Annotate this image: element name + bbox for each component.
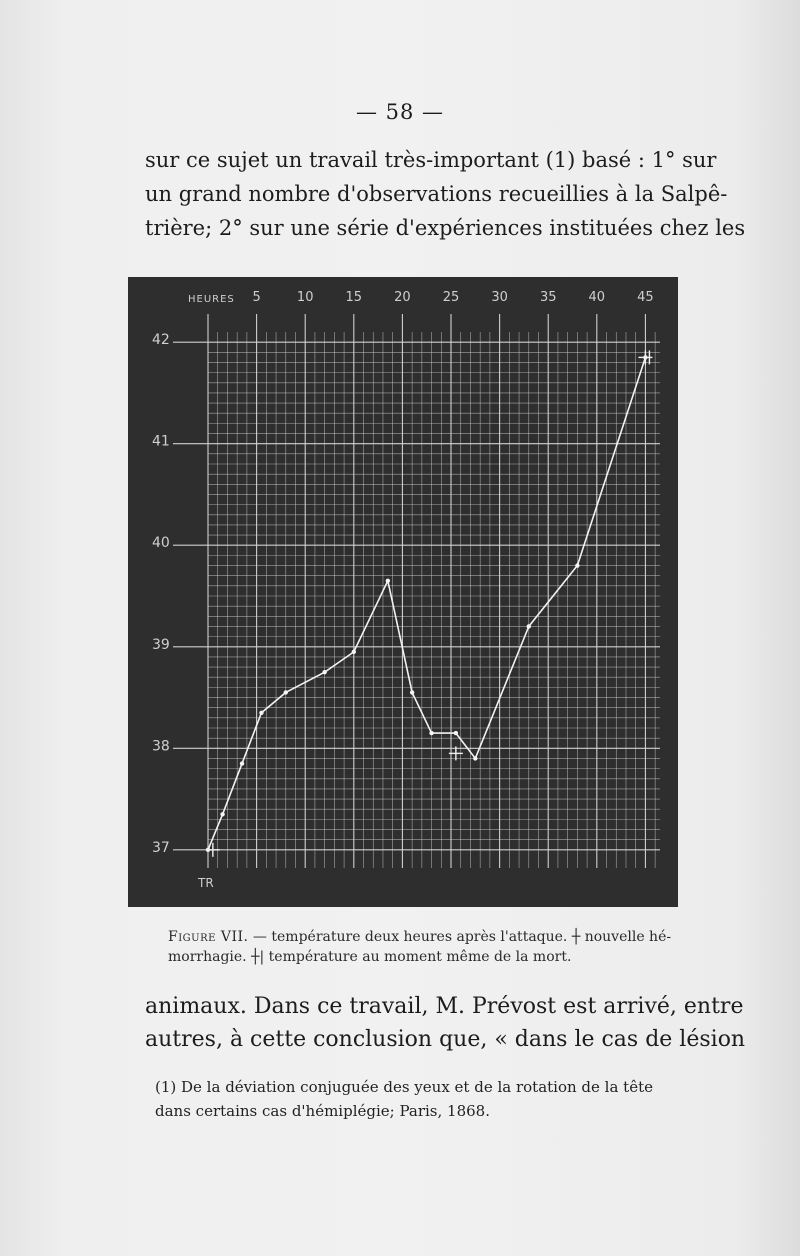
data-point <box>259 711 263 715</box>
y-tick-label: 39 <box>152 636 170 653</box>
y-tick-label: 38 <box>152 738 170 755</box>
footnote-line: dans certains cas d'hémiplégie; Paris, 1868. <box>155 1102 490 1120</box>
data-point <box>454 731 458 735</box>
data-point <box>240 761 244 765</box>
data-point <box>410 690 414 694</box>
caption-text: — température deux heures après l'attaque. ┼ nouvelle hé- <box>248 929 672 945</box>
x-tick-label: 20 <box>394 290 411 305</box>
paragraph-line: trière; 2° sur une série d'expériences instituées chez les <box>145 216 746 240</box>
x-tick-label: 25 <box>442 290 460 305</box>
footnote-line: (1) De la déviation conjuguée des yeux et de la rotation de la tête <box>155 1078 653 1096</box>
data-point <box>322 670 326 674</box>
footnote <box>155 1075 675 1123</box>
y-tick-label: 41 <box>152 433 170 450</box>
x-tick-label: 15 <box>345 290 363 305</box>
chart-canvas <box>128 277 678 907</box>
paragraph-line: un grand nombre d'observations recueillies à la Salpê- <box>145 182 728 206</box>
paragraph-bottom <box>145 990 746 1056</box>
data-point <box>527 624 531 628</box>
paragraph-top <box>145 143 746 245</box>
y-tick-label: 40 <box>152 535 170 552</box>
caption-text-2: morrhagie. ┼| température au moment même de la mort. <box>168 949 572 965</box>
paragraph-line: animaux. Dans ce travail, M. Prévost est arrivé, entre <box>145 994 744 1019</box>
temperature-line <box>208 357 645 849</box>
x-tick-label: 10 <box>296 290 314 305</box>
figure-caption <box>168 927 678 967</box>
x-tick-label: 35 <box>539 290 557 305</box>
data-point <box>386 579 390 583</box>
data-point <box>575 563 579 567</box>
x-tick-label: 5 <box>252 290 261 305</box>
page-number: — 58 — <box>355 100 445 124</box>
data-point <box>473 756 477 760</box>
data-point <box>284 690 288 694</box>
y-tick-label: 42 <box>152 332 170 349</box>
x-tick-label: 45 <box>637 290 654 305</box>
tr-label: TR <box>198 876 214 890</box>
caption-label: Figure VII. <box>168 929 249 945</box>
data-point <box>429 731 433 735</box>
x-tick-label: 30 <box>491 290 508 305</box>
data-point <box>352 650 356 654</box>
temperature-chart <box>128 277 678 907</box>
x-tick-label: 40 <box>588 290 606 305</box>
data-point <box>220 812 224 816</box>
y-tick-label: 37 <box>152 839 170 856</box>
x-axis-title: HEURES <box>188 294 235 305</box>
paragraph-line: autres, à cette conclusion que, « dans le cas de lésion <box>145 1027 746 1052</box>
paragraph-line: sur ce sujet un travail très-important (1) basé : 1° sur <box>145 148 717 172</box>
